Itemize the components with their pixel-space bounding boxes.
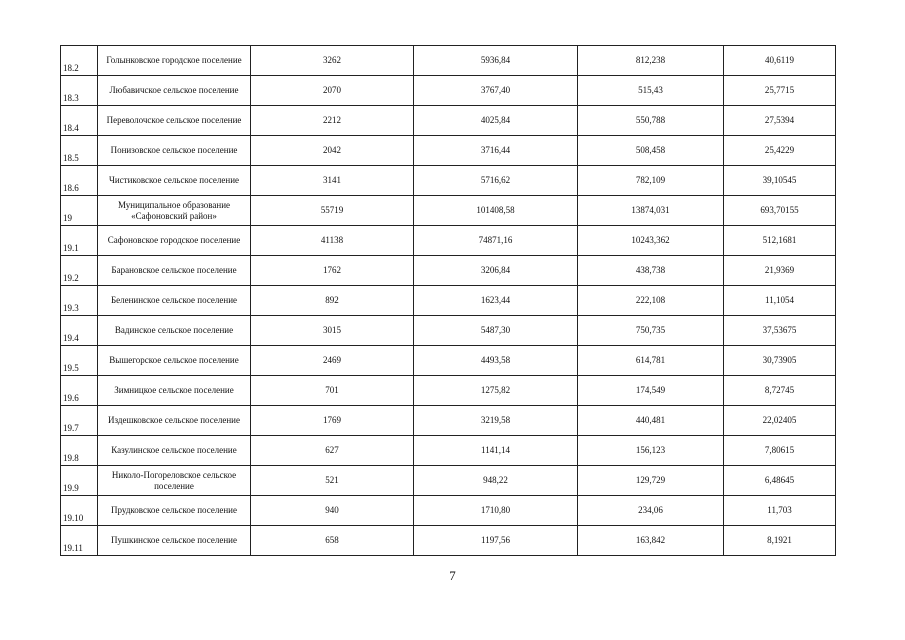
- value-cell-1: 701: [251, 376, 414, 406]
- value-cell-1: 1762: [251, 256, 414, 286]
- row-number-cell: 19.3: [61, 286, 98, 316]
- value-cell-4: 512,1681: [724, 226, 836, 256]
- value-cell-2: 4025,84: [414, 106, 578, 136]
- row-number-cell: 19.5: [61, 346, 98, 376]
- row-name-cell: Вышегорское сельское поселение: [98, 346, 251, 376]
- row-name-cell: Сафоновское городское поселение: [98, 226, 251, 256]
- row-name-cell: Николо-Погореловское сельское поселение: [98, 466, 251, 496]
- value-cell-3: 440,481: [578, 406, 724, 436]
- value-cell-2: 3716,44: [414, 136, 578, 166]
- table-row: [61, 496, 836, 526]
- row-number-cell: 19: [61, 196, 98, 226]
- row-number-cell: 19.11: [61, 526, 98, 556]
- value-cell-4: 6,48645: [724, 466, 836, 496]
- value-cell-4: 37,53675: [724, 316, 836, 346]
- value-cell-3: 550,788: [578, 106, 724, 136]
- row-name-cell: Прудковское сельское поселение: [98, 496, 251, 526]
- row-name-cell: Любавичское сельское поселение: [98, 76, 251, 106]
- row-name-cell: Понизовское сельское поселение: [98, 136, 251, 166]
- value-cell-4: 11,703: [724, 496, 836, 526]
- value-cell-3: 10243,362: [578, 226, 724, 256]
- row-name-cell: Голынковское городское поселение: [98, 46, 251, 76]
- row-number-cell: 18.3: [61, 76, 98, 106]
- row-number-cell: 18.6: [61, 166, 98, 196]
- table-row: [61, 166, 836, 196]
- value-cell-4: 7,80615: [724, 436, 836, 466]
- value-cell-2: 3206,84: [414, 256, 578, 286]
- row-number-cell: 19.8: [61, 436, 98, 466]
- value-cell-3: 812,238: [578, 46, 724, 76]
- table-row: [61, 256, 836, 286]
- row-number-cell: 19.9: [61, 466, 98, 496]
- value-cell-2: 4493,58: [414, 346, 578, 376]
- value-cell-4: 27,5394: [724, 106, 836, 136]
- value-cell-2: 948,22: [414, 466, 578, 496]
- table-row: [61, 406, 836, 436]
- data-table: [60, 45, 836, 556]
- table-row: [61, 136, 836, 166]
- row-number-cell: 19.6: [61, 376, 98, 406]
- value-cell-2: 3219,58: [414, 406, 578, 436]
- row-number-cell: 18.2: [61, 46, 98, 76]
- row-name-cell: Переволочское сельское поселение: [98, 106, 251, 136]
- row-name-cell: Беленинское сельское поселение: [98, 286, 251, 316]
- value-cell-3: 438,738: [578, 256, 724, 286]
- row-name-cell: Чистиковское сельское поселение: [98, 166, 251, 196]
- value-cell-1: 2212: [251, 106, 414, 136]
- value-cell-3: 13874,031: [578, 196, 724, 226]
- value-cell-4: 21,9369: [724, 256, 836, 286]
- value-cell-1: 658: [251, 526, 414, 556]
- table-row: [61, 106, 836, 136]
- row-number-cell: 18.5: [61, 136, 98, 166]
- row-name-cell: Барановское сельское поселение: [98, 256, 251, 286]
- value-cell-4: 11,1054: [724, 286, 836, 316]
- row-number-cell: 18.4: [61, 106, 98, 136]
- value-cell-3: 782,109: [578, 166, 724, 196]
- value-cell-2: 5487,30: [414, 316, 578, 346]
- value-cell-2: 5716,62: [414, 166, 578, 196]
- page-number: 7: [449, 568, 456, 583]
- table-row: [61, 346, 836, 376]
- row-number-cell: 19.7: [61, 406, 98, 436]
- value-cell-4: 39,10545: [724, 166, 836, 196]
- value-cell-2: 1623,44: [414, 286, 578, 316]
- table-row: [61, 286, 836, 316]
- value-cell-2: 1710,80: [414, 496, 578, 526]
- value-cell-3: 234,06: [578, 496, 724, 526]
- value-cell-4: 693,70155: [724, 196, 836, 226]
- row-number-cell: 19.2: [61, 256, 98, 286]
- value-cell-1: 2469: [251, 346, 414, 376]
- value-cell-3: 163,842: [578, 526, 724, 556]
- row-name-cell: Издешковское сельское поселение: [98, 406, 251, 436]
- table-row: [61, 46, 836, 76]
- table-row: [61, 76, 836, 106]
- table-body: [61, 46, 836, 556]
- value-cell-3: 129,729: [578, 466, 724, 496]
- row-name-cell: Вадинское сельское поселение: [98, 316, 251, 346]
- value-cell-1: 1769: [251, 406, 414, 436]
- value-cell-1: 521: [251, 466, 414, 496]
- value-cell-2: 5936,84: [414, 46, 578, 76]
- value-cell-4: 25,7715: [724, 76, 836, 106]
- value-cell-4: 40,6119: [724, 46, 836, 76]
- value-cell-4: 22,02405: [724, 406, 836, 436]
- value-cell-3: 156,123: [578, 436, 724, 466]
- value-cell-1: 41138: [251, 226, 414, 256]
- table-row: [61, 526, 836, 556]
- value-cell-4: 8,72745: [724, 376, 836, 406]
- value-cell-4: 8,1921: [724, 526, 836, 556]
- table-row: [61, 226, 836, 256]
- row-name-cell: Зимницкое сельское поселение: [98, 376, 251, 406]
- table-row: [61, 376, 836, 406]
- table-row: [61, 436, 836, 466]
- value-cell-3: 222,108: [578, 286, 724, 316]
- row-name-cell: Пушкинское сельское поселение: [98, 526, 251, 556]
- value-cell-2: 1197,56: [414, 526, 578, 556]
- value-cell-2: 101408,58: [414, 196, 578, 226]
- value-cell-2: 74871,16: [414, 226, 578, 256]
- value-cell-1: 3262: [251, 46, 414, 76]
- value-cell-1: 3141: [251, 166, 414, 196]
- row-name-cell: Казулинское сельское поселение: [98, 436, 251, 466]
- value-cell-3: 750,735: [578, 316, 724, 346]
- row-number-cell: 19.1: [61, 226, 98, 256]
- value-cell-1: 892: [251, 286, 414, 316]
- row-number-cell: 19.10: [61, 496, 98, 526]
- table-row: [61, 466, 836, 496]
- value-cell-2: 3767,40: [414, 76, 578, 106]
- value-cell-2: 1141,14: [414, 436, 578, 466]
- value-cell-1: 55719: [251, 196, 414, 226]
- value-cell-2: 1275,82: [414, 376, 578, 406]
- value-cell-1: 940: [251, 496, 414, 526]
- value-cell-1: 3015: [251, 316, 414, 346]
- value-cell-1: 627: [251, 436, 414, 466]
- value-cell-1: 2070: [251, 76, 414, 106]
- value-cell-3: 174,549: [578, 376, 724, 406]
- row-number-cell: 19.4: [61, 316, 98, 346]
- table-row: [61, 196, 836, 226]
- value-cell-3: 614,781: [578, 346, 724, 376]
- value-cell-4: 25,4229: [724, 136, 836, 166]
- value-cell-3: 515,43: [578, 76, 724, 106]
- value-cell-1: 2042: [251, 136, 414, 166]
- value-cell-3: 508,458: [578, 136, 724, 166]
- row-name-cell: Муниципальное образование «Сафоновский район»: [98, 196, 251, 226]
- table-row: [61, 316, 836, 346]
- value-cell-4: 30,73905: [724, 346, 836, 376]
